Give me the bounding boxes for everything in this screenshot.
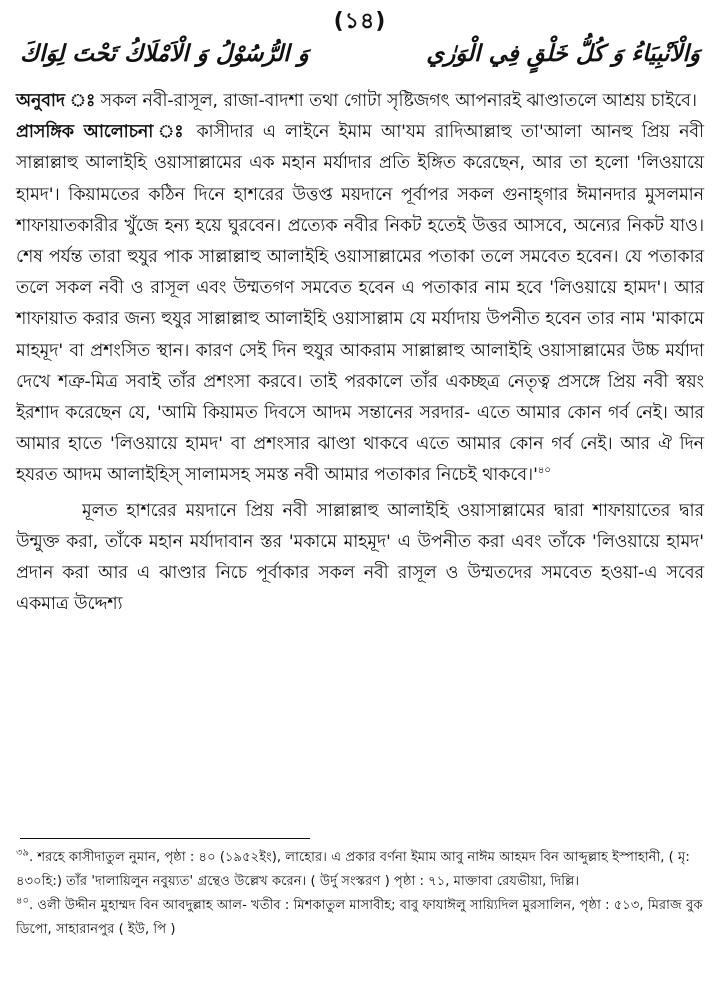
- translation-label: অনুবাদ ঃ: [16, 91, 96, 111]
- discussion-text: কাসীদার এ লাইনে ইমাম আ'যম রাদিআল্লাহু তা'আলা আনহু প্রিয় নবী সাল্লাল্লাহু আলাইহি ওয়াসাল্লামের এক মহান মর্যাদার প্রতি ইঙ্গিত করেছেন, আর তা হলো 'লিওয়ায়ে হামদ'। কিয়ামতের কঠিন দিনে হাশরের উত্তপ্ত ময়দানে পূর্বাপর সকল গুনাহ্গার ঈমানদার মুসলমান শাফায়াতকারীর খুঁজে হন্য হয়ে ঘুরবেন। প্রত্যেক নবীর নিকট হতেই উত্তর আসবে, অন্যের নিকট যাও। শেষ পর্যন্ত তারা হুযুর পাক সাল্লাল্লাহু আলাইহি ওয়াসাল্লামের পতাকা তলে সমবেত হবেন। যে পতাকার তলে সকল নবী ও রাসূল এবং উম্মতগণ সমবেত হবেন এ পতাকার নাম হবে 'লিওয়ায়ে হামদ'। আর শাফায়াত করার জন্য হুযুর সাল্লাল্লাহু আলাইহি ওয়াসাল্লাম যে মর্যাদায় উপনীত হবেন তার নাম 'মাকামে মাহমূদ' বা প্রশংসিত স্থান। কারণ সেই দিন হুযুর আকরাম সাল্লাল্লাহু আলাইহি ওয়াসাল্লামের উচ্চ মর্যাদা দেখে শত্রু-মিত্র সবাই তাঁর প্রশংসা করবে। তাই পরকালে তাঁর একচ্ছত্র নেতৃত্ব প্রসঙ্গে প্রিয় নবী স্বয়ং ইরশাদ করেছেন যে, 'আমি কিয়ামত দিবসে আদম সন্তানের সরদার- এতে আমার কোন গর্ব নেই। আর আমার হাতে 'লিওয়ায়ে হামদ' বা প্রশংসার ঝাণ্ডা থাকবে এতে আমার কোন গর্ব নেই। আর ঐ দিন হযরত আদম আলাইহিস্ সালামসহ সমস্ত নবী আমার পতাকার নিচেই থাকবে।': [16, 122, 704, 486]
- footnote-1: [16, 846, 704, 894]
- footnote-2-text: . ওলী উদ্দীন মুহাম্মদ বিন আবদুল্লাহ আল- খতীব : মিশকাতুল মাসাবীহ; বাবু ফাযাঈলু সায়্যিদিল মুরসালিন, পৃষ্ঠা : ৫১৩, মিরাজ বুক ডিপো, সাহারানপুর ( ইউ, পি ): [16, 898, 703, 937]
- footnote-2: [16, 894, 704, 942]
- arabic-verse-left-hemistich: وَ الرُّسُوْلُ وَ الْاَمْلَاكُ تَحْتَ لِوَاكَ: [20, 41, 309, 67]
- translation-text: সকল নবী-রাসূল, রাজা-বাদশা তথা গোটা সৃষ্টিজগৎ আপনারই ঝাণ্ডাতলে আশ্রয় চাইবে।: [95, 91, 697, 111]
- footnote-1-marker: ৩৯: [16, 847, 29, 859]
- discussion-paragraph: [16, 117, 704, 491]
- footnote-ref: ৪০: [537, 465, 551, 477]
- arabic-verse: [20, 30, 700, 78]
- arabic-verse-right-hemistich: وَالْاَنْبِيَاءُ وَ كُلُّ خَلْقٍ فِي الْوَرٰي: [426, 41, 700, 67]
- conclusion-paragraph: মূলত হাশরের ময়দানে প্রিয় নবী সাল্লাল্লাহু আলাইহি ওয়াসাল্লামের দ্বারা শাফায়াতের দ্বার উন্মুক্ত করা, তাঁকে মহান মর্যাদাবান স্তর 'মকামে মাহমূদ' এ উপনীত করা এবং তাঁকে 'লিওয়ায়ে হামদ' প্রদান করা আর এ ঝাণ্ডার নিচে পূর্বাকার সকল নবী রাসূল ও উম্মতদের সমবেত হওয়া-এ সবের একমাত্র উদ্দেশ্য: [16, 500, 704, 615]
- footnotes: [16, 846, 704, 942]
- footnote-divider: [20, 838, 310, 839]
- body-text: [16, 86, 704, 620]
- footnote-2-marker: ৪০: [16, 895, 29, 907]
- translation-paragraph: [16, 86, 704, 117]
- page-number: (১৪): [333, 9, 387, 34]
- footnote-1-text: . শরহে কাসীদাতুল নুমান, পৃষ্ঠা : ৪০ (১৯৫২ইং), লাহোর। এ প্রকার বর্ণনা ইমাম আবু নাঈম আহমদ বিন আব্দুল্লাহ ইস্পাহানী, ( মৃ: ৪৩০হি:) তাঁর 'দালায়িলুন নবুয়্যত' গ্রন্থেও উল্লেখ করেন। ( উর্দু সংস্করণ ) পৃষ্ঠা : ৭১, মাক্তাবা রেযভীয়া, দিল্লি।: [16, 850, 690, 889]
- discussion-label: প্রাসঙ্গিক আলোচনা ঃ: [16, 122, 188, 143]
